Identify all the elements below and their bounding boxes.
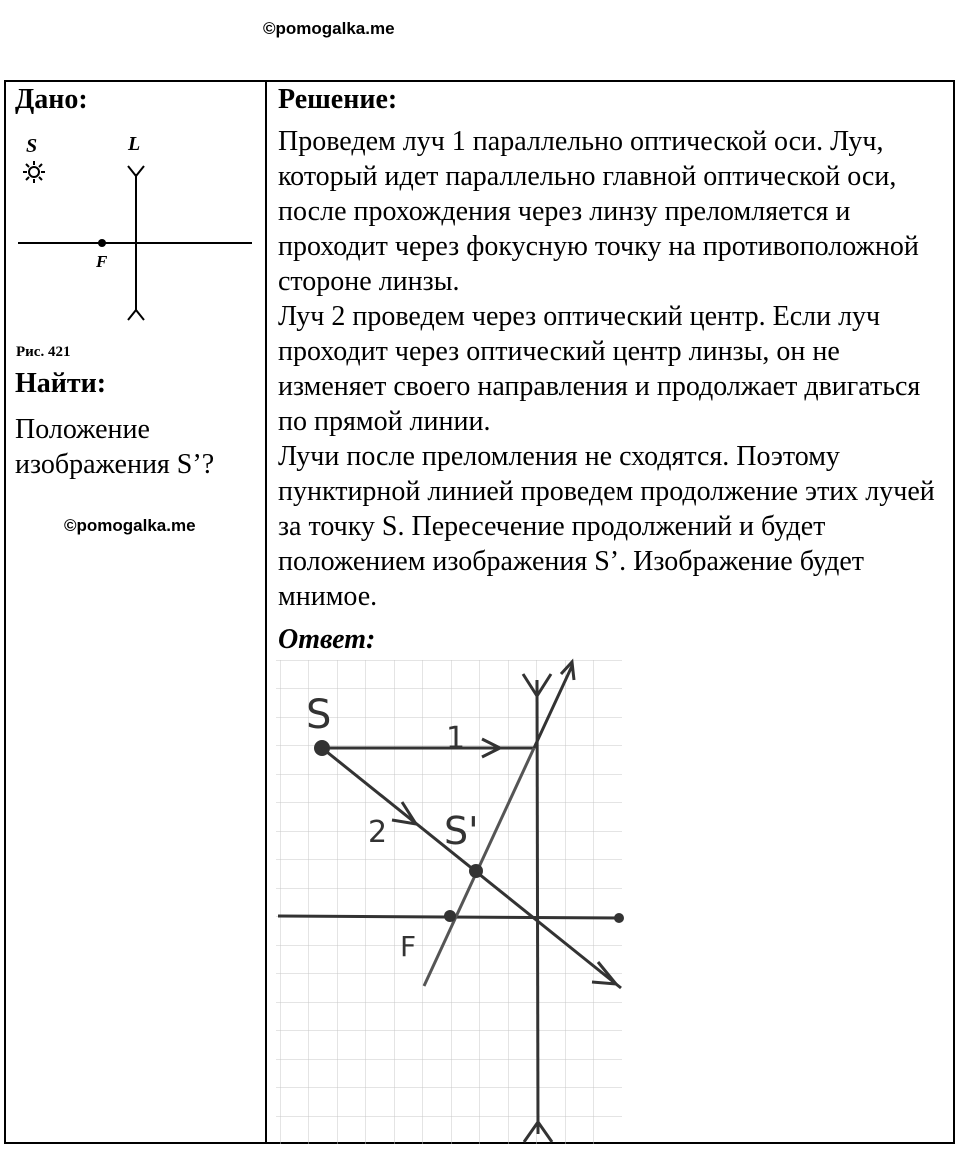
find-text: Положение изображения S’?: [15, 414, 215, 480]
ray-1-label: 1: [446, 721, 466, 756]
figure-caption: Рис. 421: [16, 344, 71, 360]
watermark-top: ©pomogalka.me: [263, 19, 395, 38]
light-source-icon: [23, 161, 45, 183]
solution-heading: Решение:: [278, 84, 398, 115]
answer-image-label: S': [444, 809, 479, 853]
answer-focus-point: [444, 910, 456, 922]
column-divider: [265, 80, 267, 1144]
ray-2-label: 2: [368, 815, 388, 850]
watermark-left: ©pomogalka.me: [64, 516, 196, 535]
given-focus-label: F: [96, 252, 108, 271]
solution-paragraph-2: Луч 2 проведем через оптический центр. Если луч проходит через оптический центр линзы, он не изменяет своего направления и продолжает двигаться по прямой линии.: [278, 301, 921, 437]
given-lens-bottom-mark: [128, 310, 144, 320]
solution-paragraph-3: Лучи после преломления не сходятся. Поэтому пунктирной линией проведем продолжение этих лучей за точку S. Пересечение продолжений и будет положением изображения S’. Изображение будет мнимое.: [278, 441, 935, 612]
answer-heading: Ответ:: [278, 624, 376, 655]
given-focus-point: [98, 239, 106, 247]
given-lens-top-mark: [128, 166, 144, 176]
given-heading: Дано:: [15, 84, 88, 115]
given-lens-diagram: [14, 130, 254, 360]
answer-focus-label: F: [400, 930, 417, 963]
find-heading: Найти:: [15, 368, 107, 399]
solution-text: [278, 124, 953, 614]
given-source-label: S: [26, 135, 38, 157]
solution-paragraph-1: Проведем луч 1 параллельно оптической оси. Луч, который идет параллельно главной оптической оси, после прохождения через линзу преломляется и проходит через фокусную точку на противоположной стороне линзы.: [278, 126, 919, 297]
answer-ray-diagram: [276, 656, 626, 1144]
answer-image-point: [469, 864, 483, 878]
given-lens-label: L: [128, 133, 141, 155]
answer-lens-line: [537, 680, 538, 1134]
answer-source-label: S: [306, 692, 332, 738]
axis-end-dot: [614, 913, 624, 923]
